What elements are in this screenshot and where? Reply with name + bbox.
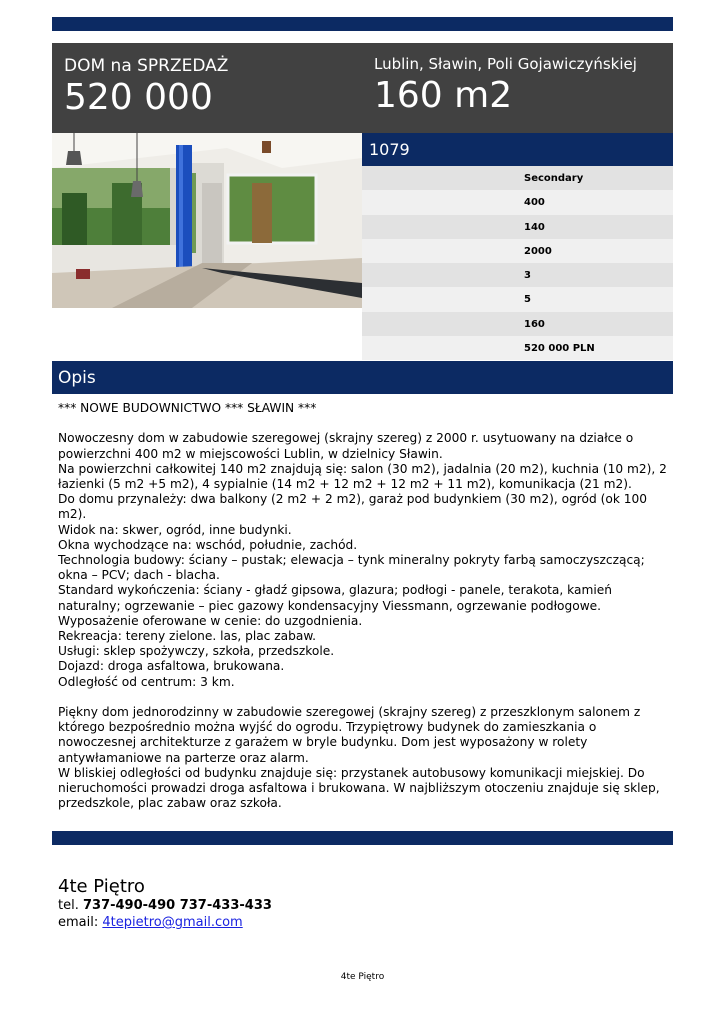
spec-row (362, 215, 673, 239)
spec-value: 160 (524, 318, 545, 330)
spec-row (362, 263, 673, 287)
spec-value: 400 (524, 197, 545, 209)
listing-location: Lublin, Sławin, Poli Gojawiczyńskiej (374, 55, 637, 73)
spec-row (362, 336, 673, 360)
phone-line (58, 897, 272, 914)
top-accent-bar (52, 17, 673, 31)
description-paragraph: Usługi: sklep spożywczy, szkoła, przedszkole. (58, 644, 335, 659)
property-photo (52, 133, 362, 308)
spec-row (362, 287, 673, 311)
description-paragraph: Okna wychodzące na: wschód, południe, zachód. (58, 537, 358, 552)
email-line (58, 914, 272, 931)
bottom-accent-bar (52, 831, 673, 845)
spec-value: 2000 (524, 245, 552, 257)
spec-value: 520 000 PLN (524, 343, 595, 355)
description-paragraph: Dojazd: droga asfaltowa, brukowana. (58, 659, 285, 674)
spec-row (362, 166, 673, 190)
description-paragraph: W bliskiej odległości od budynku znajduje się: przystanek autobusowy komunikacji miejskiej. Do nieruchomości prowadzi droga asfaltowa i brukowana. W najbliższym otoczeniu znajduje się sklep, przedszkole, plac zabaw oraz szkoła. (58, 765, 660, 811)
description-paragraph: Do domu przynależy: dwa balkony (2 m2 + 2 m2), garaż pod budynkiem (30 m2), ogród (ok 100 m2). (58, 492, 648, 522)
listing-area: 160 m2 (374, 75, 513, 116)
listing-type: DOM na SPRZEDAŻ (64, 56, 229, 76)
spec-value: 3 (524, 270, 531, 282)
description-header (52, 361, 673, 394)
page-footer: 4te Piętro (340, 972, 385, 982)
description-paragraph: Odległość od centrum: 3 km. (58, 674, 235, 689)
description-text (58, 401, 668, 811)
spec-row (362, 239, 673, 263)
agency-name: 4te Piętro (58, 876, 145, 897)
section-title: Opis (58, 368, 96, 388)
phone-label: tel. (58, 898, 79, 913)
spec-row (362, 190, 673, 214)
description-spacer (58, 690, 668, 705)
listing-header (52, 43, 673, 133)
description-paragraph: Piękny dom jednorodzinny w zabudowie szeregowej (skrajny szereg) z przeszklonym salonem z którego bezpośrednio można wyjść do ogrodu. Trzypiętrowy budynek do zamieszkania o nowoczesnej architekturze z garażem w bryle budynku. Dom jest wyposażony w rolety antywłamaniowe na parterze oraz alarm. (58, 705, 641, 765)
email-link[interactable]: 4tepietro@gmail.com (102, 915, 243, 930)
description-paragraph: Nowoczesny dom w zabudowie szeregowej (skrajny szereg) z 2000 r. usytuowany na działce o powierzchni 400 m2 w miejscowości Lublin, w dzielnicy Sławin. (58, 431, 634, 461)
description-paragraph: Wyposażenie oferowane w cenie: do uzgodnienia. (58, 613, 363, 628)
description-paragraph: Standard wykończenia: ściany - gładź gipsowa, glazura; podłogi - panele, terakota, kamień naturalny; ogrzewanie – piec gazowy kondensacyjny Viessmann, ogrzewanie podłogowe. (58, 583, 612, 613)
description-paragraph: *** NOWE BUDOWNICTWO *** SŁAWIN *** (58, 401, 317, 415)
description-spacer (58, 416, 668, 431)
listing-id: 1079 (369, 140, 410, 159)
listing-price: 520 000 (64, 77, 213, 118)
spec-value: 5 (524, 294, 531, 306)
description-paragraph: Rekreacja: tereny zielone. las, plac zabaw. (58, 629, 317, 644)
email-label: email: (58, 915, 99, 930)
contact-block (58, 876, 272, 931)
description-paragraph: Technologia budowy: ściany – pustak; elewacja – tynk mineralny pokryty farbą samoczyszczącą; okna – PCV; dach - blacha. (58, 553, 645, 583)
spec-value: Secondary (524, 173, 584, 184)
description-paragraph: Na powierzchni całkowitej 140 m2 znajdują się: salon (30 m2), jadalnia (20 m2), kuchnia (10 m2), 2 łazienki (5 m2 +5 m2), 4 sypialnie (14 m2 + 12 m2 + 12 m2 + 11 m2), komunikacja (21 m2). (58, 461, 667, 491)
description-paragraph: Widok na: skwer, ogród, inne budynki. (58, 522, 292, 537)
spec-value: 140 (524, 221, 545, 233)
spec-row (362, 312, 673, 336)
listing-id-bar (362, 133, 673, 166)
phone-numbers: 737-490-490 737-433-433 (82, 898, 272, 913)
specs-table (362, 166, 673, 360)
